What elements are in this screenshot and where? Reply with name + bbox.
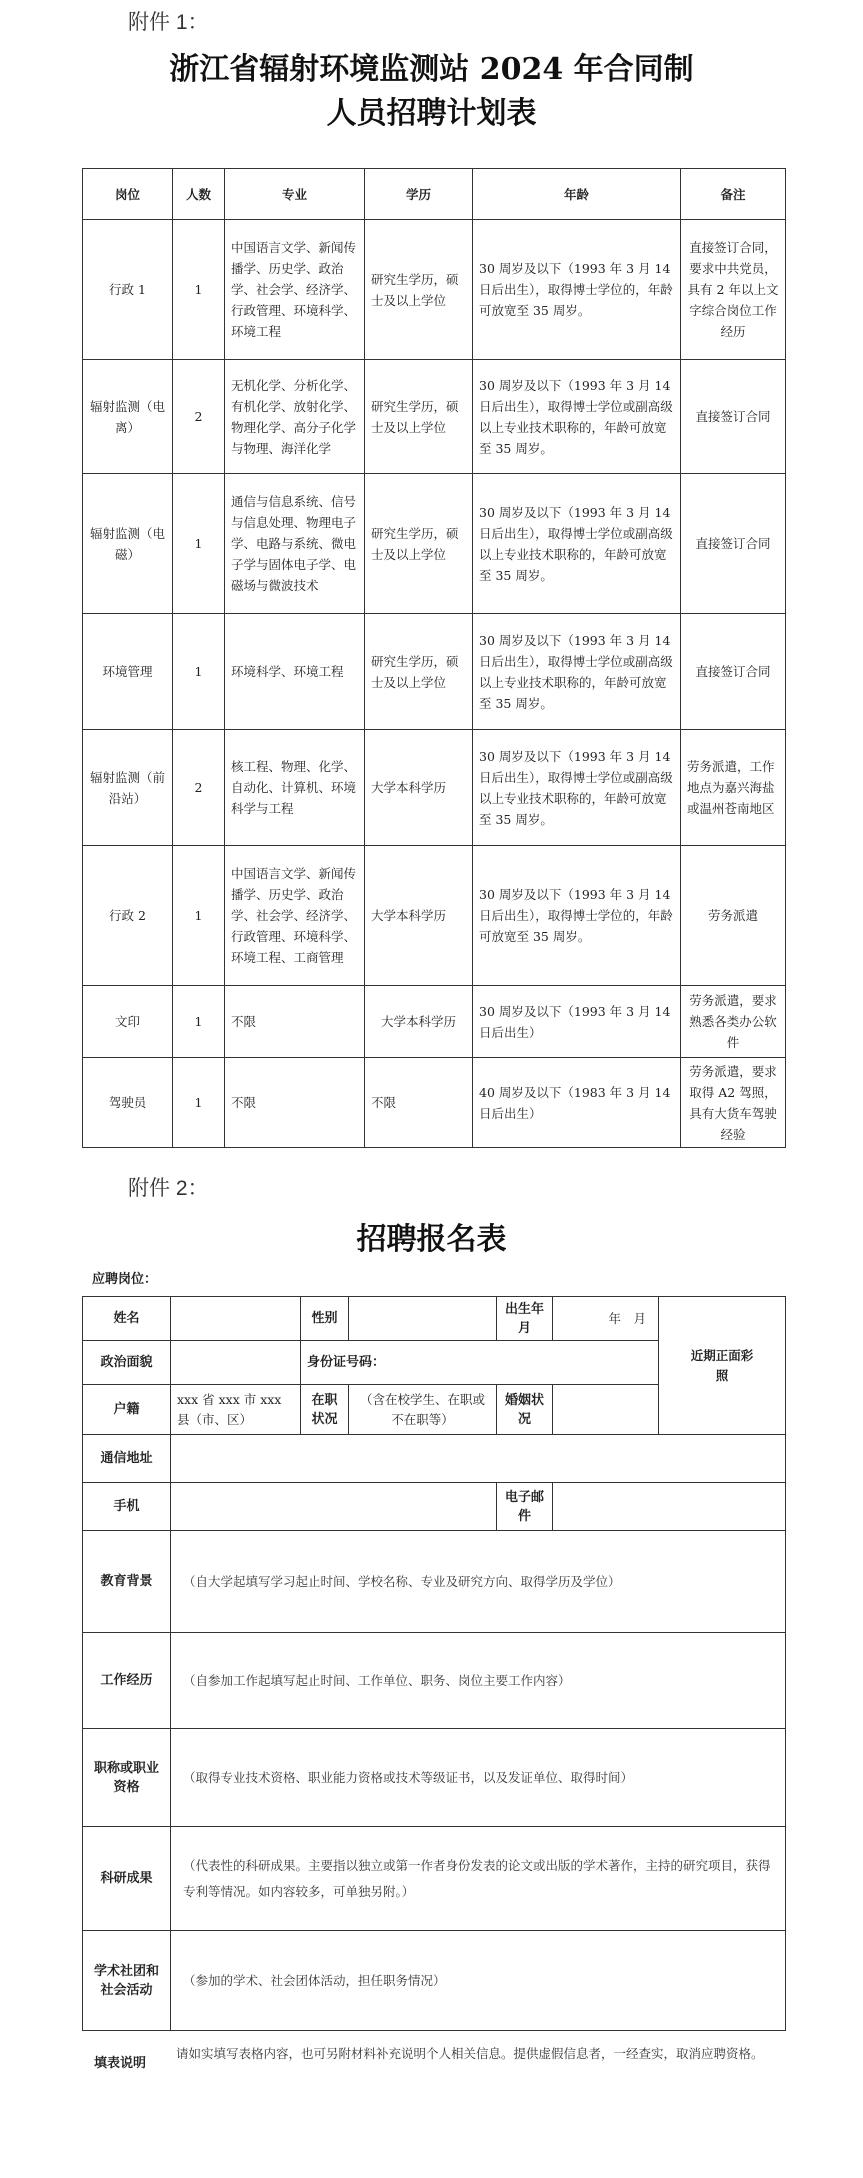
- annex2-title: 招聘报名表: [356, 1222, 507, 1257]
- hukou-label: 户籍: [83, 1385, 171, 1435]
- cell-education: 研究生学历，硕士及以上学位: [365, 614, 473, 730]
- recruitment-plan-table: [82, 168, 786, 1148]
- cell-count: 1: [173, 474, 225, 614]
- note-label: 填表说明: [94, 2056, 147, 2071]
- cell-age: 30 周岁及以下（1993 年 3 月 14 日后出生），取得博士学位的，年龄可放宽至 35 周岁。: [473, 220, 681, 360]
- address-field[interactable]: [171, 1435, 786, 1483]
- cell-age: 30 周岁及以下（1993 年 3 月 14 日后出生），取得博士学位的，年龄可放宽至 35 周岁。: [473, 846, 681, 986]
- header-major: 专业: [225, 169, 365, 220]
- cell-post: 辐射监测（前沿站）: [83, 730, 173, 846]
- work-field[interactable]: （自参加工作起填写起止时间、工作单位、职务、岗位主要工作内容）: [171, 1633, 786, 1729]
- form-row: [83, 1827, 786, 1931]
- cell-education: 大学本科学历: [365, 730, 473, 846]
- table-row: [83, 614, 786, 730]
- gender-field[interactable]: [349, 1297, 497, 1341]
- employment-field[interactable]: （含在校学生、在职或不在职等）: [349, 1385, 497, 1435]
- cell-note: 劳务派遣，工作地点为嘉兴海盐或温州苍南地区: [681, 730, 786, 846]
- cell-education: 研究生学历，硕士及以上学位: [365, 360, 473, 474]
- header-note: 备注: [681, 169, 786, 220]
- annex1-title-line1: 浙江省辐射环境监测站 2024 年合同制: [169, 52, 694, 87]
- cell-note: 直接签订合同: [681, 360, 786, 474]
- cell-post: 行政 2: [83, 846, 173, 986]
- marital-field[interactable]: [553, 1385, 659, 1435]
- work-label: 工作经历: [83, 1633, 171, 1729]
- birth-field[interactable]: 年 月: [553, 1297, 659, 1341]
- cell-note: 直接签订合同: [681, 614, 786, 730]
- header-education: 学历: [365, 169, 473, 220]
- cell-note: 劳务派遣，要求熟悉各类办公软件: [681, 986, 786, 1058]
- table-row: [83, 474, 786, 614]
- photo-label: 近期正面彩照: [690, 1347, 754, 1383]
- hukou-field[interactable]: xxx 省 xxx 市 xxx 县（市、区）: [171, 1385, 301, 1435]
- table-row: [83, 220, 786, 360]
- cell-age: 40 周岁及以下（1983 年 3 月 14 日后出生）: [473, 1058, 681, 1148]
- marital-label: 婚姻状况: [497, 1385, 553, 1435]
- email-label: 电子邮件: [497, 1483, 553, 1531]
- name-label: 姓名: [83, 1297, 171, 1341]
- form-row: [83, 1297, 786, 1341]
- table-row: [83, 1058, 786, 1148]
- education-field[interactable]: （自大学起填写学习起止时间、学校名称、专业及研究方向、取得学历及学位）: [171, 1531, 786, 1633]
- annex1-label: 附件 1：: [128, 11, 209, 34]
- cell-post: 环境管理: [83, 614, 173, 730]
- table-row: [83, 846, 786, 986]
- cell-count: 2: [173, 730, 225, 846]
- title-qualification-field[interactable]: （取得专业技术资格、职业能力资格或技术等级证书，以及发证单位、取得时间）: [171, 1729, 786, 1827]
- table-row: [83, 730, 786, 846]
- title-qualification-label: 职称或职业资格: [83, 1729, 171, 1827]
- table-row: [83, 986, 786, 1058]
- position-label: 应聘岗位：: [92, 1272, 158, 1287]
- header-post: 岗位: [83, 169, 173, 220]
- header-age: 年龄: [473, 169, 681, 220]
- research-label: 科研成果: [83, 1827, 171, 1931]
- cell-note: 直接签订合同，要求中共党员，具有 2 年以上文字综合岗位工作经历: [681, 220, 786, 360]
- cell-major: 环境科学、环境工程: [225, 614, 365, 730]
- email-field[interactable]: [553, 1483, 786, 1531]
- cell-post: 文印: [83, 986, 173, 1058]
- photo-box[interactable]: [659, 1297, 786, 1435]
- cell-count: 1: [173, 220, 225, 360]
- table-header-row: [83, 169, 786, 220]
- cell-age: 30 周岁及以下（1993 年 3 月 14 日后出生），取得博士学位或副高级以上专业技术职称的，年龄可放宽至 35 周岁。: [473, 614, 681, 730]
- research-field[interactable]: （代表性的科研成果。主要指以独立或第一作者身份发表的论文或出版的学术著作，主持的研究项目，获得专利等情况。如内容较多，可单独另附。）: [171, 1827, 786, 1931]
- name-field[interactable]: [171, 1297, 301, 1341]
- form-row: [83, 1931, 786, 2031]
- cell-post: 辐射监测（电磁）: [83, 474, 173, 614]
- form-row: [83, 1729, 786, 1827]
- cell-education: 研究生学历，硕士及以上学位: [365, 474, 473, 614]
- education-label: 教育背景: [83, 1531, 171, 1633]
- annex1-title-line2: 人员招聘计划表: [326, 96, 537, 131]
- cell-note: 劳务派遣: [681, 846, 786, 986]
- cell-major: 不限: [225, 1058, 365, 1148]
- cell-count: 1: [173, 1058, 225, 1148]
- politics-field[interactable]: [171, 1341, 301, 1385]
- cell-note: 劳务派遣，要求取得 A2 驾照，具有大货车驾驶经验: [681, 1058, 786, 1148]
- cell-major: 通信与信息系统、信号与信息处理、物理电子学、电路与系统、微电子学与固体电子学、电磁场与微波技术: [225, 474, 365, 614]
- cell-major: 无机化学、分析化学、有机化学、放射化学、物理化学、高分子化学与物理、海洋化学: [225, 360, 365, 474]
- cell-post: 行政 1: [83, 220, 173, 360]
- employment-label: 在职状况: [301, 1385, 349, 1435]
- form-row: [83, 1483, 786, 1531]
- form-row: [83, 1531, 786, 1633]
- cell-count: 2: [173, 360, 225, 474]
- cell-age: 30 周岁及以下（1993 年 3 月 14 日后出生）: [473, 986, 681, 1058]
- form-row: [83, 1435, 786, 1483]
- cell-education: 大学本科学历: [365, 846, 473, 986]
- birth-label: 出生年月: [497, 1297, 553, 1341]
- application-form-table: [82, 1296, 786, 2031]
- phone-label: 手机: [83, 1483, 171, 1531]
- address-label: 通信地址: [83, 1435, 171, 1483]
- note-text: 请如实填写表格内容，也可另附材料补充说明个人相关信息。提供虚假信息者，一经查实，取消应聘资格。: [176, 2046, 764, 2061]
- society-field[interactable]: （参加的学术、社会团体活动，担任职务情况）: [171, 1931, 786, 2031]
- phone-field[interactable]: [171, 1483, 497, 1531]
- cell-education: 不限: [365, 1058, 473, 1148]
- cell-age: 30 周岁及以下（1993 年 3 月 14 日后出生），取得博士学位或副高级以上专业技术职称的，年龄可放宽至 35 周岁。: [473, 360, 681, 474]
- cell-count: 1: [173, 846, 225, 986]
- cell-education: 大学本科学历: [365, 986, 473, 1058]
- id-number-label[interactable]: 身份证号码：: [301, 1341, 659, 1385]
- politics-label: 政治面貌: [83, 1341, 171, 1385]
- cell-count: 1: [173, 614, 225, 730]
- cell-major: 中国语言文学、新闻传播学、历史学、政治学、社会学、经济学、行政管理、环境科学、环境工程、工商管理: [225, 846, 365, 986]
- gender-label: 性别: [301, 1297, 349, 1341]
- cell-education: 研究生学历，硕士及以上学位: [365, 220, 473, 360]
- cell-age: 30 周岁及以下（1993 年 3 月 14 日后出生），取得博士学位或副高级以上专业技术职称的，年龄可放宽至 35 周岁。: [473, 474, 681, 614]
- cell-major: 不限: [225, 986, 365, 1058]
- cell-age: 30 周岁及以下（1993 年 3 月 14 日后出生），取得博士学位或副高级以上专业技术职称的，年龄可放宽至 35 周岁。: [473, 730, 681, 846]
- cell-note: 直接签订合同: [681, 474, 786, 614]
- cell-major: 核工程、物理、化学、自动化、计算机、环境科学与工程: [225, 730, 365, 846]
- annex2-label: 附件 2：: [128, 1177, 209, 1200]
- header-count: 人数: [173, 169, 225, 220]
- cell-post: 辐射监测（电离）: [83, 360, 173, 474]
- form-row: [83, 1633, 786, 1729]
- table-row: [83, 360, 786, 474]
- cell-post: 驾驶员: [83, 1058, 173, 1148]
- cell-count: 1: [173, 986, 225, 1058]
- society-label: 学术社团和社会活动: [83, 1931, 171, 2031]
- cell-major: 中国语言文学、新闻传播学、历史学、政治学、社会学、经济学、行政管理、环境科学、环境工程: [225, 220, 365, 360]
